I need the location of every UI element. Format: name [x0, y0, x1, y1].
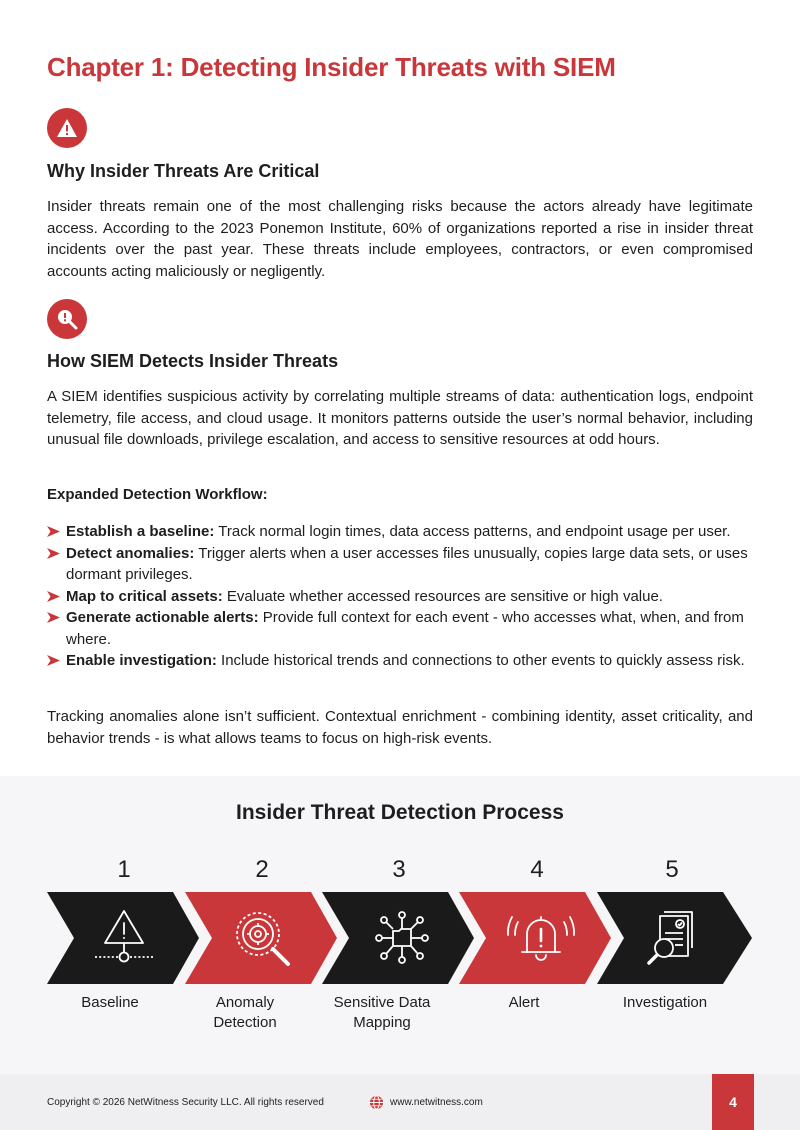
workflow-term: Detect anomalies:: [66, 544, 195, 562]
page-number: 4: [712, 1074, 754, 1130]
list-item: [47, 586, 753, 608]
chevron-step-3: [322, 892, 474, 984]
workflow-text: Include historical trends and connections to other events to quickly assess risk.: [216, 652, 745, 669]
workflow-text: Trigger alerts when a user accesses files unusually, copies large data sets, or uses dormant privileges.: [66, 544, 748, 583]
arrow-bullet-icon: [47, 612, 60, 623]
list-item: [47, 543, 753, 586]
arrow-bullet-icon: [47, 526, 60, 537]
globe-icon: [369, 1095, 384, 1110]
step-number-2: 2: [255, 856, 269, 883]
workflow-term: Map to critical assets:: [66, 587, 223, 605]
page-title: Chapter 1: Detecting Insider Threats with SIEM: [47, 52, 616, 82]
step-number-3: 3: [392, 856, 406, 883]
workflow-label: Expanded Detection Workflow:: [47, 486, 268, 503]
magnifier-alert-icon: [47, 299, 87, 339]
section-heading-how: How SIEM Detects Insider Threats: [47, 351, 339, 371]
list-item: [47, 607, 753, 650]
step-label-1: Baseline: [81, 994, 139, 1011]
step-label-4: Alert: [508, 994, 540, 1011]
chevron-step-4: [459, 892, 611, 984]
step-label-2-text: Anomaly Detection: [213, 994, 277, 1031]
step-label-5: Investigation: [622, 994, 708, 1011]
workflow-term: Establish a baseline:: [66, 523, 215, 540]
step-label-2: [180, 993, 310, 1033]
closing-paragraph: Tracking anomalies alone isn’t sufficient. Contextual enrichment - combining identity, asset criticality, and behavior trends - is what allows teams to focus on high-risk events.: [47, 708, 753, 747]
workflow-text: Track normal login times, data access patterns, and endpoint usage per user.: [214, 523, 731, 540]
copyright: Copyright © 2026 NetWitness Security LLC. All rights reserved: [47, 1097, 324, 1108]
arrow-bullet-icon: [47, 591, 60, 602]
section-body-how: A SIEM identifies suspicious activity by correlating multiple streams of data: authentication logs, endpoint telemetry, file access, and cloud usage. It monitors patterns outside the user’s normal behavior, including unusual file downloads, privilege escalation, and access to sensitive resources at odd hours.: [47, 388, 753, 448]
step-number-5: 5: [665, 856, 679, 883]
workflow-text: Provide full context for each event - who accesses what, when, and from where.: [66, 609, 744, 648]
workflow-term: Generate actionable alerts:: [66, 609, 259, 626]
step-label-3: [317, 993, 447, 1033]
website-link[interactable]: www.netwitness.com: [390, 1097, 483, 1108]
process-title: Insider Threat Detection Process: [236, 801, 564, 824]
list-item: [47, 650, 753, 672]
process-chevrons: [0, 892, 800, 984]
section-body-why: Insider threats remain one of the most challenging risks because the actors already have legitimate access. According to the 2023 Ponemon Institute, 60% of organizations reported a rise in insider threat incidents over the past year. These threats include employees, contractors, or even compromised accounts acting maliciously or negligently.: [47, 198, 753, 280]
arrow-bullet-icon: [47, 548, 60, 559]
workflow-list: [47, 521, 753, 672]
step-label-3-text: Sensitive Data Mapping: [333, 994, 431, 1031]
workflow-term: Enable investigation:: [66, 652, 217, 669]
arrow-bullet-icon: [47, 655, 60, 666]
list-item: [47, 521, 753, 543]
workflow-text: Evaluate whether accessed resources are sensitive or high value.: [222, 587, 663, 605]
warning-icon: [47, 108, 87, 148]
section-heading-why: Why Insider Threats Are Critical: [47, 161, 320, 181]
step-number-1: 1: [117, 856, 131, 883]
step-number-4: 4: [530, 856, 544, 883]
chevron-step-2: [185, 892, 337, 984]
